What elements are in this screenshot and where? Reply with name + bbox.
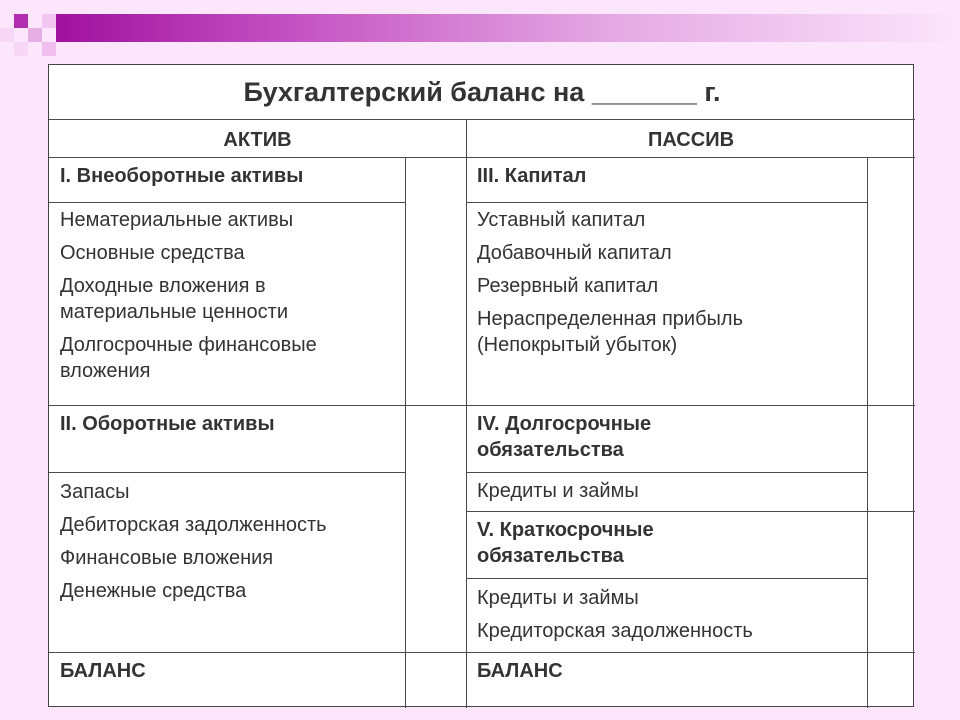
decor-square <box>14 14 28 28</box>
list-item: Добавочный капитал <box>477 242 672 264</box>
list-item: Дебиторская задолженность <box>60 514 327 536</box>
decor-square <box>14 42 28 56</box>
section-heading-noncurrent-assets: I. Внеоборотные активы <box>60 165 304 187</box>
decor-square <box>28 28 42 42</box>
list-item: Запасы <box>60 481 130 503</box>
table-line <box>49 202 406 203</box>
table-line <box>405 157 406 708</box>
decor-square <box>0 28 14 42</box>
table-line <box>466 578 868 579</box>
longterm-liabilities-list <box>477 478 857 511</box>
table-line <box>49 472 406 473</box>
section-heading-capital: III. Капитал <box>477 165 587 187</box>
table-line <box>466 202 868 203</box>
balance-sheet-table <box>48 64 914 707</box>
column-header-liabilities: ПАССИВ <box>647 129 735 151</box>
decor-square <box>42 42 56 56</box>
list-item: Уставный капитал <box>477 209 646 231</box>
header-gradient-bar <box>56 14 960 42</box>
table-line <box>49 405 467 406</box>
list-item: Доходные вложения в материальные ценности <box>60 275 288 323</box>
list-item: Резервный капитал <box>477 275 659 297</box>
table-line <box>466 472 868 473</box>
list-item: Денежные средства <box>60 580 247 602</box>
table-line <box>466 405 915 406</box>
capital-list <box>477 207 817 365</box>
list-item: Кредиторская задолженность <box>477 620 753 642</box>
noncurrent-assets-list <box>60 207 395 391</box>
current-assets-list <box>60 479 405 611</box>
table-line <box>466 511 915 512</box>
assets-total-label: БАЛАНС <box>60 660 146 682</box>
list-item: Нематериальные активы <box>60 209 294 231</box>
table-line <box>466 652 915 653</box>
column-header-assets: АКТИВ <box>223 129 292 151</box>
list-item: Кредиты и займы <box>477 480 639 502</box>
table-line <box>466 119 467 708</box>
page-title: Бухгалтерский баланс на _______ г. <box>243 77 721 107</box>
shortterm-liabilities-list <box>477 585 862 651</box>
list-item: Финансовые вложения <box>60 547 274 569</box>
list-item: Долгосрочные финансовые вложения <box>60 334 317 382</box>
decor-square <box>42 14 56 28</box>
table-line <box>867 157 868 708</box>
table-line <box>49 119 915 120</box>
liabilities-total-label: БАЛАНС <box>477 660 563 682</box>
table-line <box>49 157 915 158</box>
table-line <box>49 652 467 653</box>
list-item: Основные средства <box>60 242 245 264</box>
list-item: Кредиты и займы <box>477 587 639 609</box>
section-heading-longterm-liabilities: IV. Долгосрочные обязательства <box>477 413 652 461</box>
section-heading-current-assets: II. Оборотные активы <box>60 413 275 435</box>
section-heading-shortterm-liabilities: V. Краткосрочные обязательства <box>477 519 654 567</box>
list-item: Нераспределенная прибыль (Непокрытый убыток) <box>477 308 744 356</box>
